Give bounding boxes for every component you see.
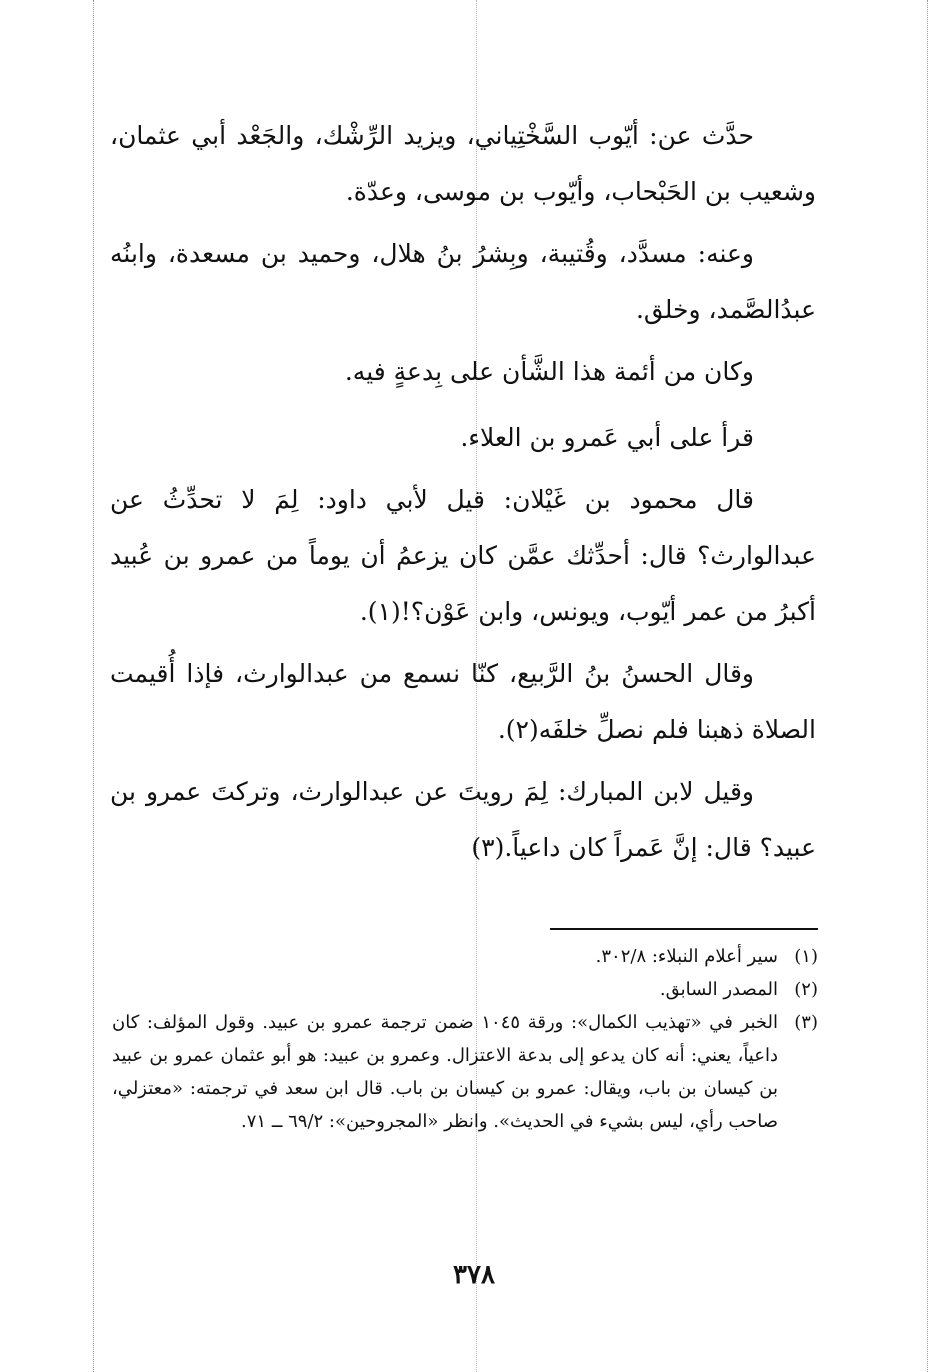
margin-guide-right (927, 0, 928, 1372)
page-number: ٣٧٨ (453, 1260, 495, 1290)
footnote-text: سير أعلام النبلاء: ٣٠٢/٨. (595, 946, 778, 967)
footnote-1 (112, 940, 818, 973)
margin-guide-left (93, 0, 94, 1372)
paragraph-recitation: قرأ على أبي عَمرو بن العلاء. (460, 423, 754, 452)
footnote-number: (٣) (794, 1012, 818, 1033)
paragraph-hasan-report: وقال الحسنُ بنُ الرَّبيع، كنّا نسمع من عبدالوارث، فإذا أُقيمت الصلاة ذهبنا فلم نصلِّ خلفَه(٢). (110, 659, 816, 744)
footnote-3 (112, 1006, 818, 1138)
footnotes-section (112, 928, 818, 1138)
paragraph-innovation: وكان من أئمة هذا الشَّأن على بِدعةٍ فيه. (344, 357, 754, 386)
paragraph-narrators: وعنه: مسدَّد، وقُتيبة، وبِشرُ بنُ هلال، وحميد بن مسعدة، وابنُه عبدُالصَّمد، وخلق. (110, 239, 816, 324)
paragraph-narrated-from: حدَّث عن: أيّوب السَّخْتِياني، ويزيد الرِّشْك، والجَعْد أبي عثمان، وشعيب بن الحَبْحاب، وأيّوب بن موسى، وعدّة. (110, 121, 816, 206)
footnote-2 (112, 973, 818, 1006)
footnote-text: الخبر في «تهذيب الكمال»: ورقة ١٠٤٥ ضمن ترجمة عمرو بن عبيد. وقول المؤلف: كان داعياً، يعني: أنه كان يدعو إلى بدعة الاعتزال. وعمرو بن عبيد: هو أبو عثمان عمرو بن عبيد بن كيسان بن باب، ويقال: عمرو بن كيسان بن باب. قال ابن سعد في ترجمته: «معتزلي، صاحب رأي، ليس بشيء في الحديث». وانظر «المجروحين»: ٦٩/٢ ــ ٧١. (112, 1012, 778, 1132)
footnote-number: (٢) (794, 979, 818, 1000)
paragraph-mahmud-report: قال محمود بن غَيْلان: قيل لأبي داود: لِمَ لا تحدِّثُ عن عبدالوارث؟ قال: أحدِّثك عمَّن كان يزعمُ أن يوماً من عمرو بن عُبيد أكبرُ من عمر أيّوب، ويونس، وابن عَوْن؟!(١). (110, 485, 816, 626)
footnote-number: (١) (794, 946, 818, 967)
paragraph-ibn-mubarak-report: وقيل لابن المبارك: لِمَ رويتَ عن عبدالوارث، وتركتَ عمرو بن عبيد؟ قال: إنَّ عَمراً كان داعياً.(٣) (110, 777, 816, 862)
footnote-divider (550, 928, 818, 930)
page-body (110, 108, 816, 882)
footnote-text: المصدر السابق. (659, 979, 778, 1000)
